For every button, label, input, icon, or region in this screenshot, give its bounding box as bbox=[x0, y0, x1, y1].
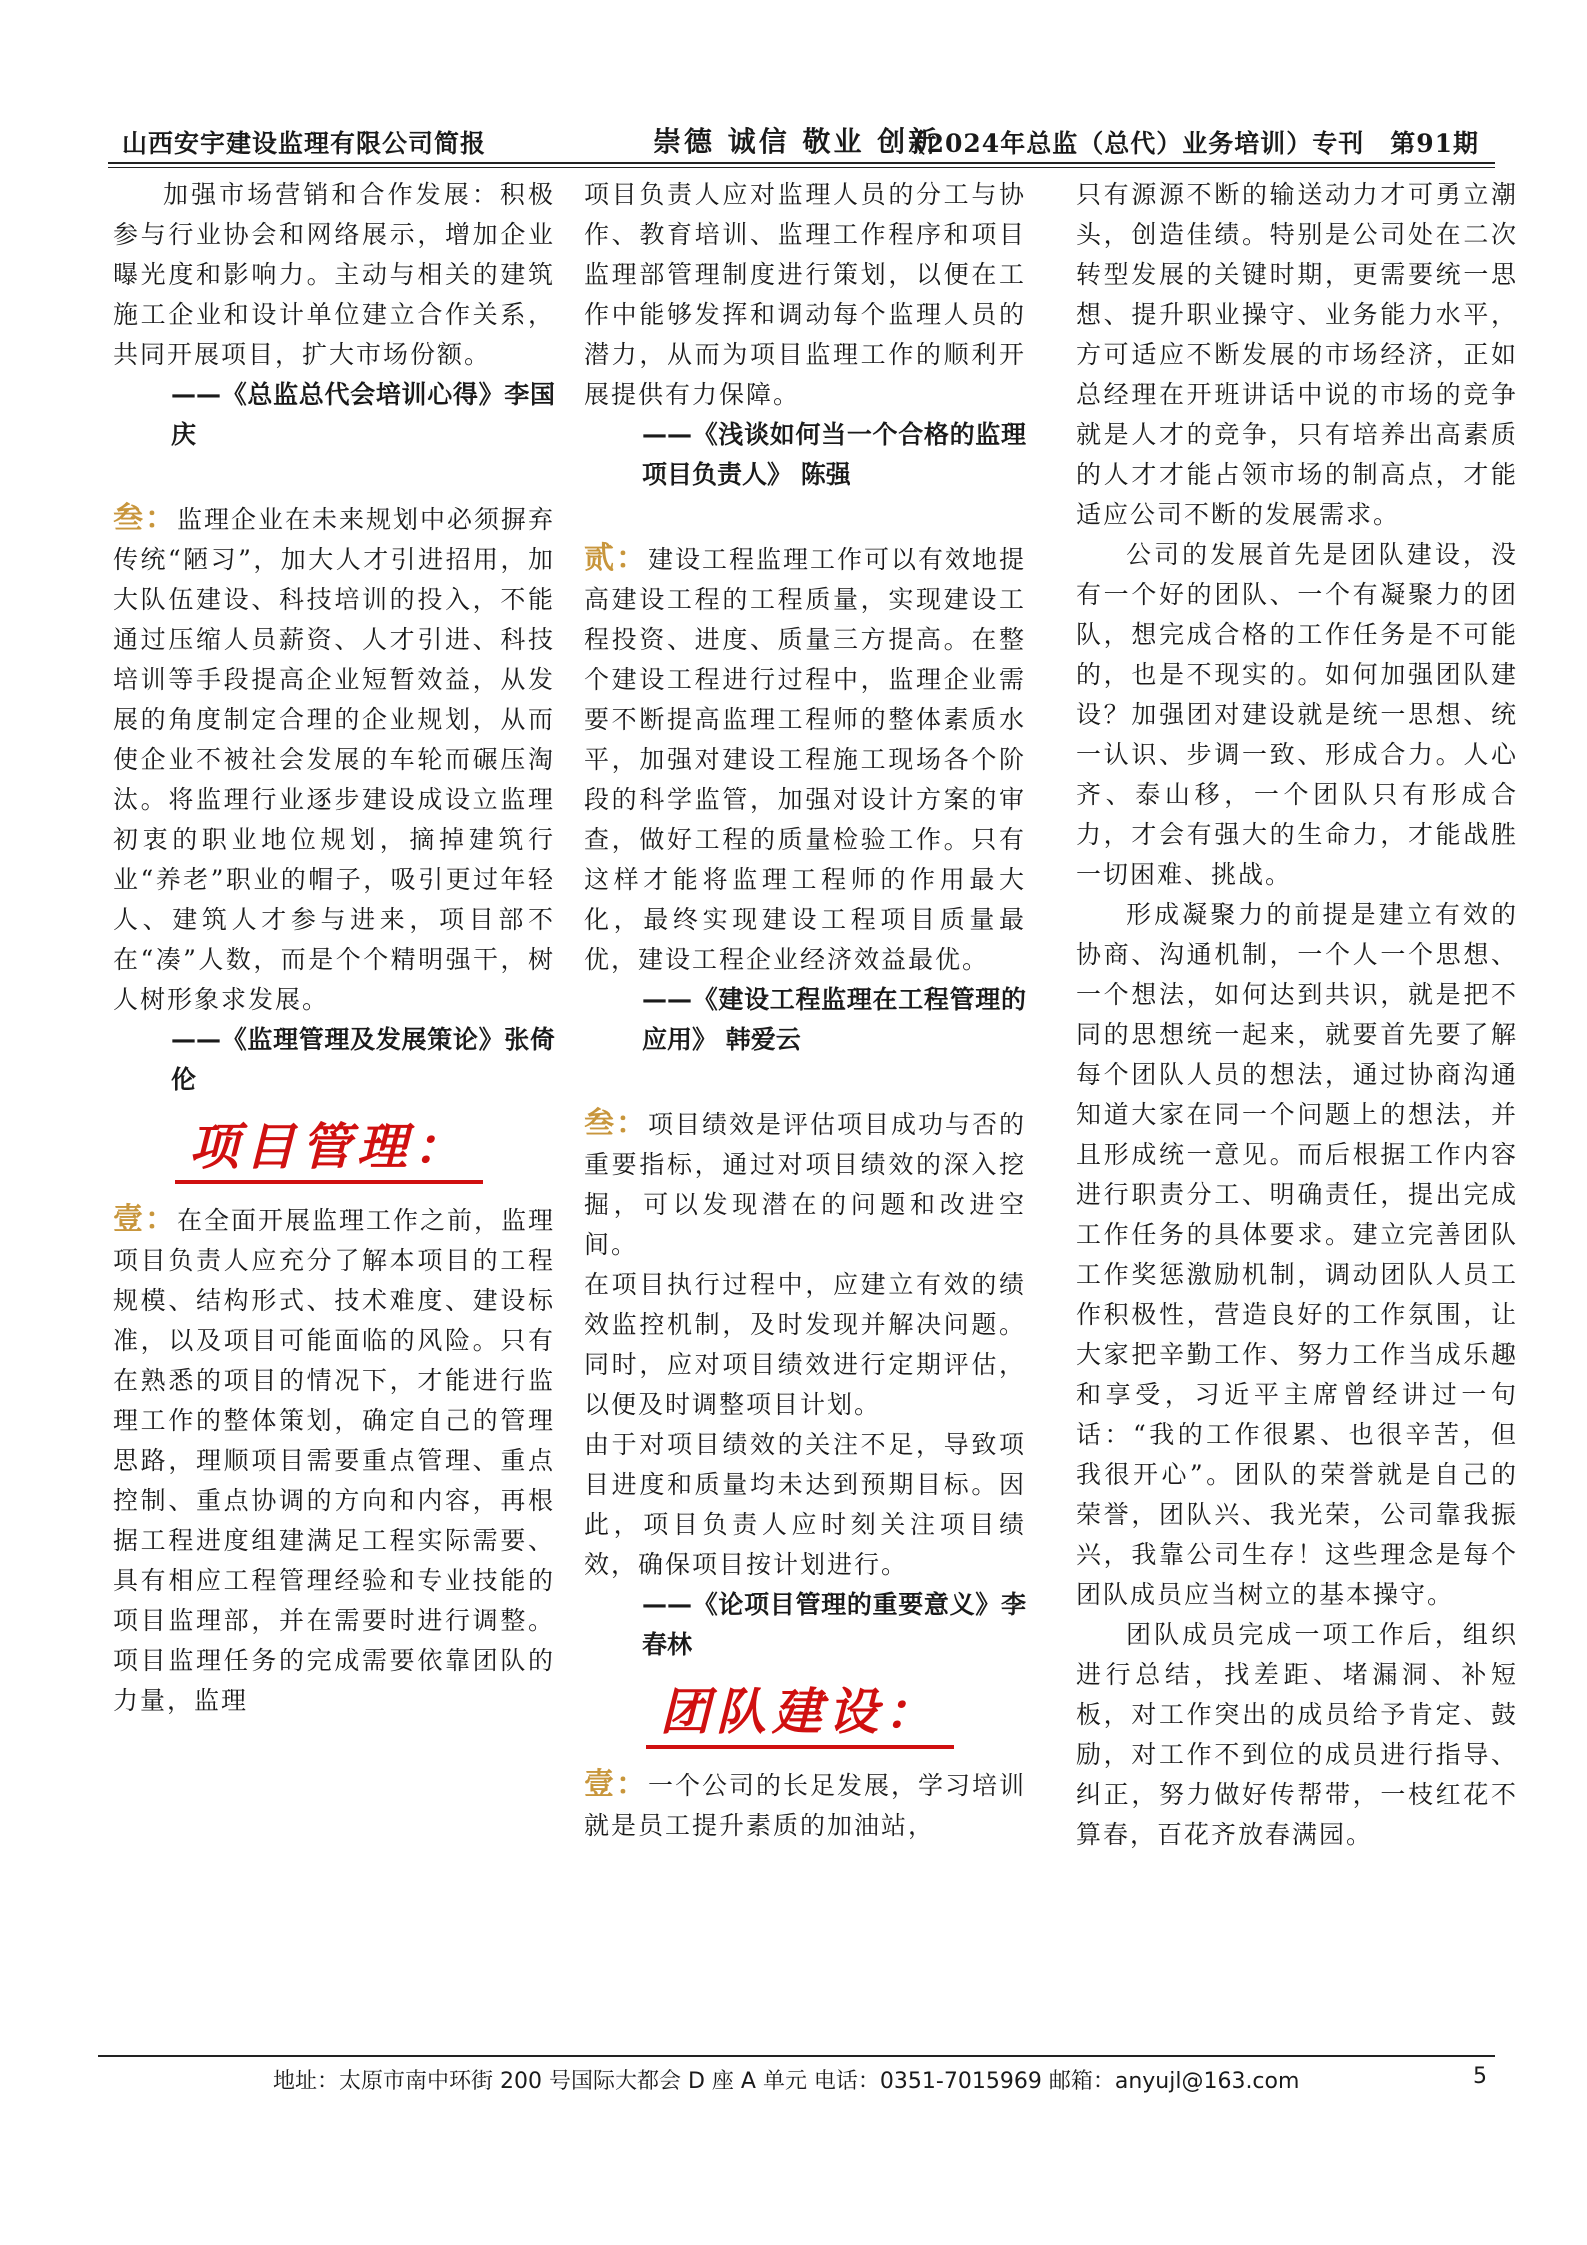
article-source bbox=[584, 415, 1026, 495]
source-text: ——《建设工程监理在工程管理的应用》 韩爱云 bbox=[642, 985, 1026, 1054]
paragraph-text: 建设工程监理工作可以有效地提高建设工程的工程质量，实现建设工程投资、进度、质量三方提高。在整个建设工程进行过程中，监理企业需要不断提高监理工程师的整体素质水平，加强对建设工程施工现场各个阶段的科学监管，加强对设计方案的审查，做好工程的质量检验工作。只有这样才能将监理工程师的作用最大化，最终实现建设工程项目质量最优，建设工程企业经济效益最优。 bbox=[584, 545, 1027, 974]
paragraph: 形成凝聚力的前提是建立有效的协商、沟通机制，一个人一个思想、一个想法，如何达到共识，就是把不同的思想统一起来，就要首先要了解每个团队人员的想法，通过协商沟通知道大家在同一个问题上的想法，并且形成统一意见。而后根据工作内容进行职责分工、明确责任，提出完成工作任务的具体要求。建立完善团队工作奖惩激励机制，调动团队人员工作积极性，营造良好的工作氛围，让大家把辛勤工作、努力工作当成乐趣和享受，习近平主席曾经讲过一句话：“我的工作很累、也很辛苦，但我很开心”。团队的荣誉就是自己的荣誉，团队兴、我光荣，公司靠我振兴，我靠公司生存！这些理念是每个团队成员应当树立的基本操守。 bbox=[1076, 900, 1518, 1609]
paragraph-text: 在全面开展监理工作之前，监理项目负责人应充分了解本项目的工程规模、结构形式、技术难度、建设标准，以及项目可能面临的风险。只有在熟悉的项目的情况下，才能进行监理工作的整体策划，确定自己的管理思路，理顺项目需要重点管理、重点控制、重点协调的方向和内容，再根据工程进度组建满足工程实际需要、具有相应工程管理经验和专业技能的项目监理部，并在需要时进行调整。项目监理任务的完成需要依靠团队的力量，监理 bbox=[113, 1206, 556, 1715]
paragraph: 公司的发展首先是团队建设，没有一个好的团队、一个有凝聚力的团队，想完成合格的工作任务是不可能的，也是不现实的。如何加强团队建设？加强团对建设就是统一思想、统一认识、步调一致、形成合力。人心齐、泰山移，一个团队只有形成合力，才会有强大的生命力，才能战胜一切困难、挑战。 bbox=[1076, 540, 1518, 889]
issue-label: （2024年总监（总代）业务培训）专刊 第91期 bbox=[900, 129, 1479, 158]
paragraph-text: 监理企业在未来规划中必须摒弃传统“陋习”，加大人才引进招用，加大队伍建设、科技培训的投入，不能通过压缩人员薪资、人才引进、科技培训等手段提高企业短暂效益，从发展的角度制定合理的企业规划，从而使企业不被社会发展的车轮而碾压淘汰。将监理行业逐步建设成设立监理初衷的职业地位规划，摘掉建筑行业“养老”职业的帽子，吸引更过年轻人、建筑人才参与进来，项目部不在“凑”人数，而是个个精明强干，树人树形象求发展。 bbox=[113, 505, 556, 1014]
company-motto: 崇德 诚信 敬业 创新 bbox=[653, 125, 940, 158]
spacer bbox=[584, 1060, 1026, 1104]
page-number: 5 bbox=[1473, 2064, 1487, 2089]
paragraph bbox=[584, 1765, 1026, 1846]
paragraph: 在项目执行过程中，应建立有效的绩效监控机制，及时发现并解决问题。同时，应对项目绩效进行定期评估，以便及时调整项目计划。 bbox=[584, 1270, 1026, 1419]
source-text: ——《浅谈如何当一个合格的监理项目负责人》 陈强 bbox=[642, 420, 1026, 489]
footer-rule bbox=[98, 2055, 1495, 2057]
item-marker: 壹： bbox=[584, 1767, 648, 1802]
paragraph bbox=[113, 1200, 555, 1721]
source-text: ——《监理管理及发展策论》张倚伦 bbox=[171, 1025, 555, 1094]
paragraph: 加强市场营销和合作发展：积极参与行业协会和网络展示，增加企业曝光度和影响力。主动与相关的建筑施工企业和设计单位建立合作关系，共同开展项目，扩大市场份额。 bbox=[113, 180, 555, 369]
section-heading bbox=[584, 1665, 1026, 1765]
column-middle bbox=[584, 175, 1026, 1846]
header-rule bbox=[108, 162, 1495, 164]
paragraph-text: 一个公司的长足发展，学习培训就是员工提升素质的加油站， bbox=[584, 1771, 1027, 1840]
page-header bbox=[108, 120, 1495, 164]
spacer bbox=[584, 495, 1026, 539]
paragraph: 团队成员完成一项工作后，组织进行总结，找差距、堵漏洞、补短板，对工作突出的成员给予肯定、鼓励，对工作不到位的成员进行指导、纠正，努力做好传帮带，一枝红花不算春，百花齐放春满园。 bbox=[1076, 1620, 1518, 1849]
paragraph-text: 项目绩效是评估项目成功与否的重要指标，通过对项目绩效的深入挖掘，可以发现潜在的问题和改进空间。 bbox=[584, 1110, 1027, 1259]
item-marker: 叁： bbox=[584, 1106, 648, 1141]
item-marker: 壹： bbox=[113, 1202, 177, 1237]
spacer bbox=[113, 455, 555, 499]
source-text: ——《论项目管理的重要意义》李春林 bbox=[642, 1590, 1026, 1659]
article-source bbox=[113, 1020, 555, 1100]
item-marker: 叁： bbox=[113, 501, 177, 536]
paragraph bbox=[584, 1104, 1026, 1265]
paragraph bbox=[584, 539, 1026, 980]
footer-address: 地址：太原市南中环街 200 号国际大都会 D 座 A 单元 电话：0351-7015969 邮箱：anyujl@163.com bbox=[273, 2069, 1300, 2094]
page-footer bbox=[108, 2062, 1495, 2096]
column-right bbox=[1076, 175, 1518, 1855]
section-heading bbox=[113, 1100, 555, 1200]
paragraph: 只有源源不断的输送动力才可勇立潮头，创造佳绩。特别是公司处在二次转型发展的关键时期，更需要统一思想、提升职业操守、业务能力水平，方可适应不断发展的市场经济，正如总经理在开班讲话中说的市场的竞争就是人才的竞争，只有培养出高素质的人才才能占领市场的制高点，才能适应公司不断的发展需求。 bbox=[1076, 180, 1518, 529]
section-title: 项目管理： bbox=[175, 1114, 483, 1184]
paragraph bbox=[113, 499, 555, 1020]
company-name: 山西安宇建设监理有限公司简报 bbox=[122, 129, 487, 158]
header-rule-thin bbox=[108, 167, 1495, 168]
article-source bbox=[113, 375, 555, 455]
article-source bbox=[584, 980, 1026, 1060]
source-text: ——《总监总代会培训心得》李国庆 bbox=[171, 380, 555, 449]
item-marker: 贰： bbox=[584, 541, 648, 576]
column-left bbox=[113, 175, 555, 1721]
article-source bbox=[584, 1585, 1026, 1665]
paragraph: 由于对项目绩效的关注不足，导致项目进度和质量均未达到预期目标。因此，项目负责人应时刻关注项目绩效，确保项目按计划进行。 bbox=[584, 1430, 1026, 1579]
paragraph: 项目负责人应对监理人员的分工与协作、教育培训、监理工作程序和项目监理部管理制度进行策划，以便在工作中能够发挥和调动每个监理人员的潜力，从而为项目监理工作的顺利开展提供有力保障。 bbox=[584, 180, 1026, 409]
section-title: 团队建设： bbox=[646, 1679, 954, 1749]
